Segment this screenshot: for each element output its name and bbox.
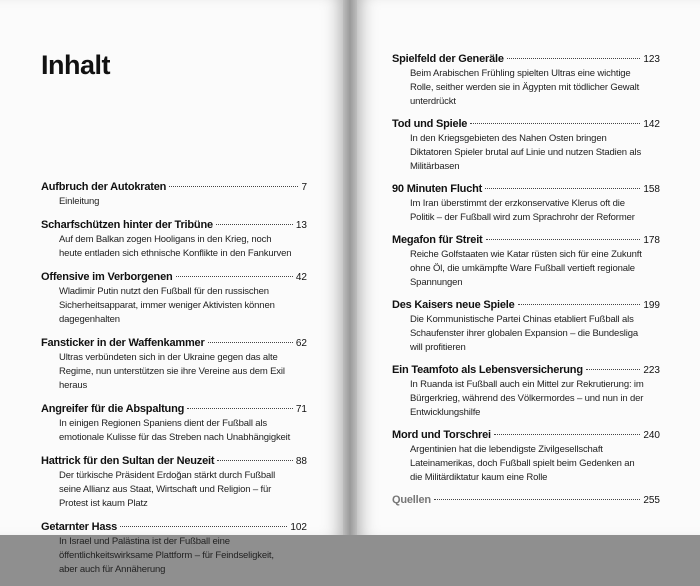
toc-entry-page-number: 223 [643,365,660,376]
toc-entry-head [392,52,660,67]
toc-entry-head [392,182,660,197]
toc-entry-page-number: 240 [643,430,660,441]
dot-leader [586,369,640,370]
toc-entry-head [41,520,307,535]
toc-entry [392,363,660,420]
toc-entry-title: Spielfeld der Generäle [392,53,504,65]
toc-entry [392,493,660,508]
toc-entry-head [392,363,660,378]
toc-entry-title: Hattrick für den Sultan der Neuzeit [41,455,215,467]
toc-entry-head [41,180,307,195]
dot-leader [176,276,293,277]
toc-entry-title: Offensive im Verborgenen [41,271,173,283]
dot-leader [486,239,641,240]
dot-leader [187,408,293,409]
toc-entry-description: Argentinien hat die lebendigste Zivilgesellschaft Lateinamerikas, doch Fußball spielt beim Gedenken an die Militärdiktatur kaum eine Rolle [410,444,635,483]
toc-entry-head [392,233,660,248]
toc-entry-description: Im Iran überstimmt der erzkonservative Klerus oft die Politik – der Fußball wird zum Sprachrohr der Reformer [410,198,635,223]
toc-entry [41,336,307,393]
toc-entry [392,117,660,174]
toc-entry [392,233,660,290]
dot-leader [494,434,640,435]
toc-entry [392,298,660,355]
toc-entry-title: Aufbruch der Autokraten [41,181,167,193]
toc-entry-page-number: 7 [301,182,307,193]
toc-entry-title: Ein Teamfoto als Lebensversicherung [392,364,583,376]
toc-entry [392,428,660,485]
dot-leader [216,224,293,225]
dot-leader [217,460,293,461]
toc-entry-head [392,428,660,443]
toc-entry-description: Reiche Golfstaaten wie Katar rüsten sich für eine Zukunft ohne Öl, die umkämpfte Ware Fußball vertieft regionale Spannungen [410,249,642,288]
toc-entry-head [41,454,307,469]
toc-right-column [392,52,660,516]
toc-entry [392,52,660,109]
dot-leader [169,186,298,187]
toc-entry-head [41,402,307,417]
toc-left-column [41,180,307,586]
toc-entry-title: Getarnter Hass [41,521,118,533]
dot-leader [120,526,287,527]
toc-entry-title: 90 Minuten Flucht [392,183,483,195]
toc-entry-description: In Ruanda ist Fußball auch ein Mittel zur Rekrutierung: im Bürgerkrieg, während des Völkermordes – und nun in der Entwicklungshilfe [410,379,644,418]
dot-leader [434,499,640,500]
dot-leader [208,342,293,343]
toc-entry-description: Ultras verbündeten sich in der Ukraine gegen das alte Regime, nun unterstützen sie ihre Vereine aus dem Exil heraus [59,352,285,391]
dot-leader [518,304,641,305]
toc-entry-description: Wladimir Putin nutzt den Fußball für den russischen Sicherheitsapparat, immer weniger Aktivisten können dagegenhalten [59,286,275,325]
toc-entry-page-number: 158 [643,184,660,195]
toc-entry-head [41,270,307,285]
toc-entry-head [41,218,307,233]
dot-leader [470,123,640,124]
toc-entry-title: Des Kaisers neue Spiele [392,299,515,311]
toc-entry [41,402,307,445]
toc-entry-page-number: 13 [295,220,307,231]
toc-entry-description: In Israel und Palästina ist der Fußball eine öffentlichkeitswirksame Plattform – für Feindseligkeit, aber auch für Annäherung [59,536,274,575]
dot-leader [485,188,640,189]
toc-entry-page-number: 142 [643,119,660,130]
toc-entry-description: Beim Arabischen Frühling spielten Ultras eine wichtige Rolle, seither werden sie in Ägypten mit tödlicher Gewalt unterdrückt [410,68,640,107]
toc-entry-page-number: 42 [295,272,307,283]
page-heading: Inhalt [41,50,110,80]
toc-entry-head [392,493,660,508]
toc-entry-page-number: 71 [295,404,307,415]
toc-entry-title: Mord und Torschrei [392,429,491,441]
toc-entry-head [41,336,307,351]
toc-entry [41,180,307,209]
toc-entry-description: Die Kommunistische Partei Chinas etabliert Fußball als Schaufenster ihrer globalen Expansion – die Bundesliga will profitieren [410,314,638,353]
toc-entry-page-number: 199 [643,300,660,311]
toc-entry-title: Fansticker in der Waffenkammer [41,337,205,349]
toc-entry-description: Der türkische Präsident Erdoğan stärkt durch Fußball seine Allianz aus Staat, Wirtschaft und Religion – für Protest ist kaum Platz [59,470,276,509]
toc-entry-title: Quellen [392,494,431,506]
book-gutter [343,0,357,535]
toc-entry [41,520,307,577]
toc-entry-head [392,117,660,132]
toc-entry-head [392,298,660,313]
toc-entry-description: In den Kriegsgebieten des Nahen Osten bringen Diktatoren Spieler brutal auf Linie und nutzen Stadien als Militärbasen [410,133,642,172]
toc-entry-page-number: 178 [643,235,660,246]
toc-entry-page-number: 102 [290,522,307,533]
toc-entry-title: Scharfschützen hinter der Tribüne [41,219,213,231]
toc-entry [392,182,660,225]
toc-entry-page-number: 255 [643,495,660,506]
left-page [0,0,343,575]
toc-entry-description: Einleitung [59,196,100,207]
dot-leader [507,58,641,59]
toc-entry [41,454,307,511]
toc-entry-description: Auf dem Balkan zogen Hooligans in den Krieg, noch heute entladen sich ethnische Konflikte in den Fankurven [59,234,292,259]
toc-entry [41,270,307,327]
toc-entry-title: Angreifer für die Abspaltung [41,403,185,415]
right-page [357,0,700,535]
toc-entry-title: Megafon für Streit [392,234,483,246]
toc-entry-page-number: 62 [295,338,307,349]
toc-entry-description: In einigen Regionen Spaniens dient der Fußball als emotionale Kulisse für das Streben nach Unabhängigkeit [59,418,291,443]
toc-entry-title: Tod und Spiele [392,118,468,130]
toc-entry-page-number: 123 [643,54,660,65]
toc-entry [41,218,307,261]
toc-entry-page-number: 88 [295,456,307,467]
